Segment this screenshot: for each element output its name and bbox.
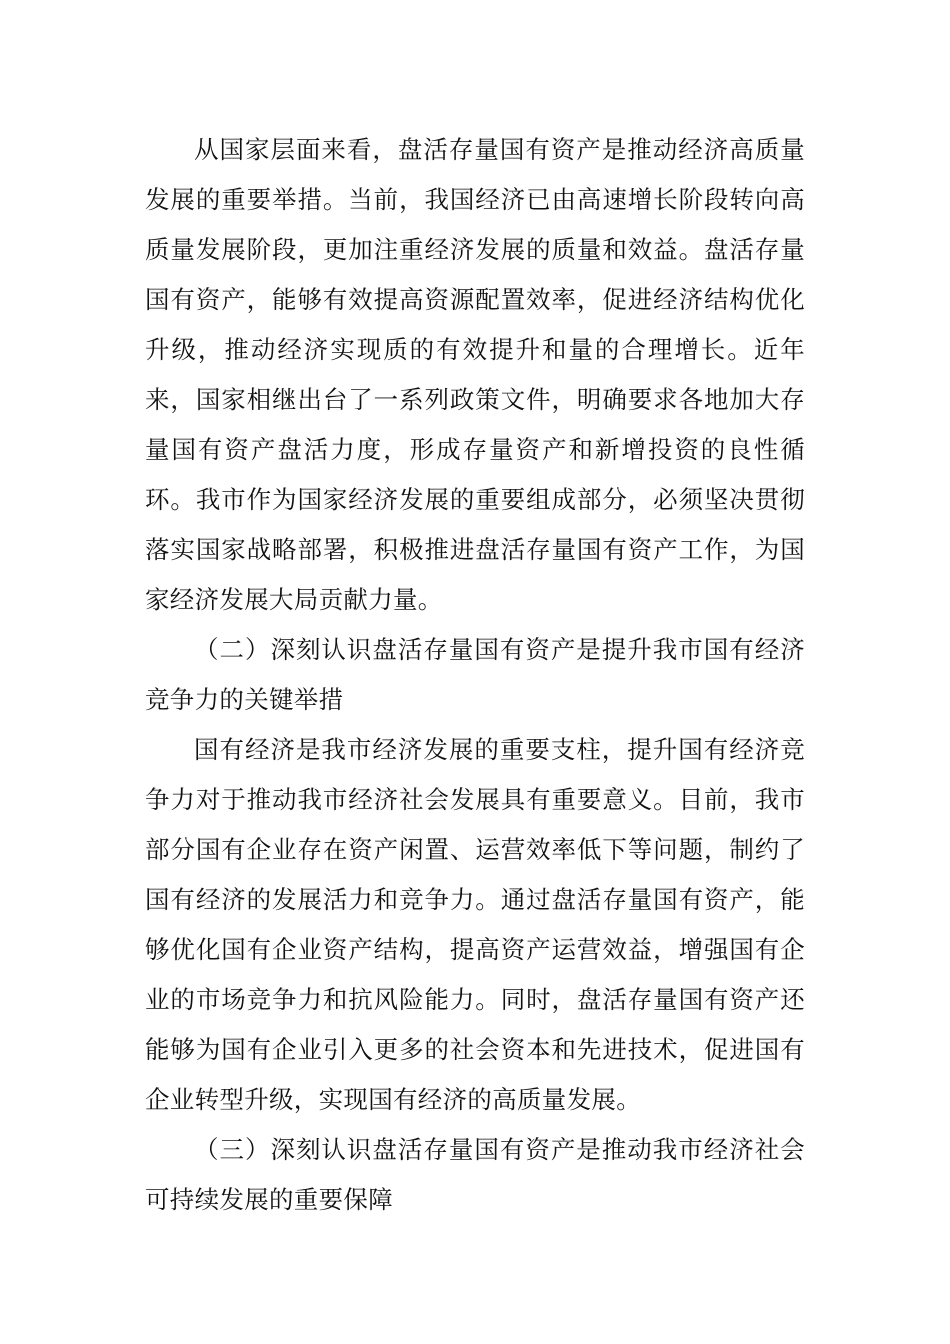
- section-heading-2: （二）深刻认识盘活存量国有资产是提升我市国有经济竞争力的关键举措: [145, 635, 805, 714]
- section-heading-3: （三）深刻认识盘活存量国有资产是推动我市经济社会可持续发展的重要保障: [145, 1135, 805, 1214]
- document-body: [145, 125, 805, 1225]
- paragraph-national-level: 从国家层面来看，盘活存量国有资产是推动经济高质量发展的重要举措。当前，我国经济已由高速增长阶段转向高质量发展阶段，更加注重经济发展的质量和效益。盘活存量国有资产，能够有效提高资源配置效率，促进经济结构优化升级，推动经济实现质的有效提升和量的合理增长。近年来，国家相继出台了一系列政策文件，明确要求各地加大存量国有资产盘活力度，形成存量资产和新增投资的良性循环。我市作为国家经济发展的重要组成部分，必须坚决贯彻落实国家战略部署，积极推进盘活存量国有资产工作，为国家经济发展大局贡献力量。: [145, 135, 805, 614]
- paragraph-state-economy: 国有经济是我市经济发展的重要支柱，提升国有经济竞争力对于推动我市经济社会发展具有重要意义。目前，我市部分国有企业存在资产闲置、运营效率低下等问题，制约了国有经济的发展活力和竞争力。通过盘活存量国有资产，能够优化国有企业资产结构，提高资产运营效益，增强国有企业的市场竞争力和抗风险能力。同时，盘活存量国有资产还能够为国有企业引入更多的社会资本和先进技术，促进国有企业转型升级，实现国有经济的高质量发展。: [145, 735, 805, 1114]
